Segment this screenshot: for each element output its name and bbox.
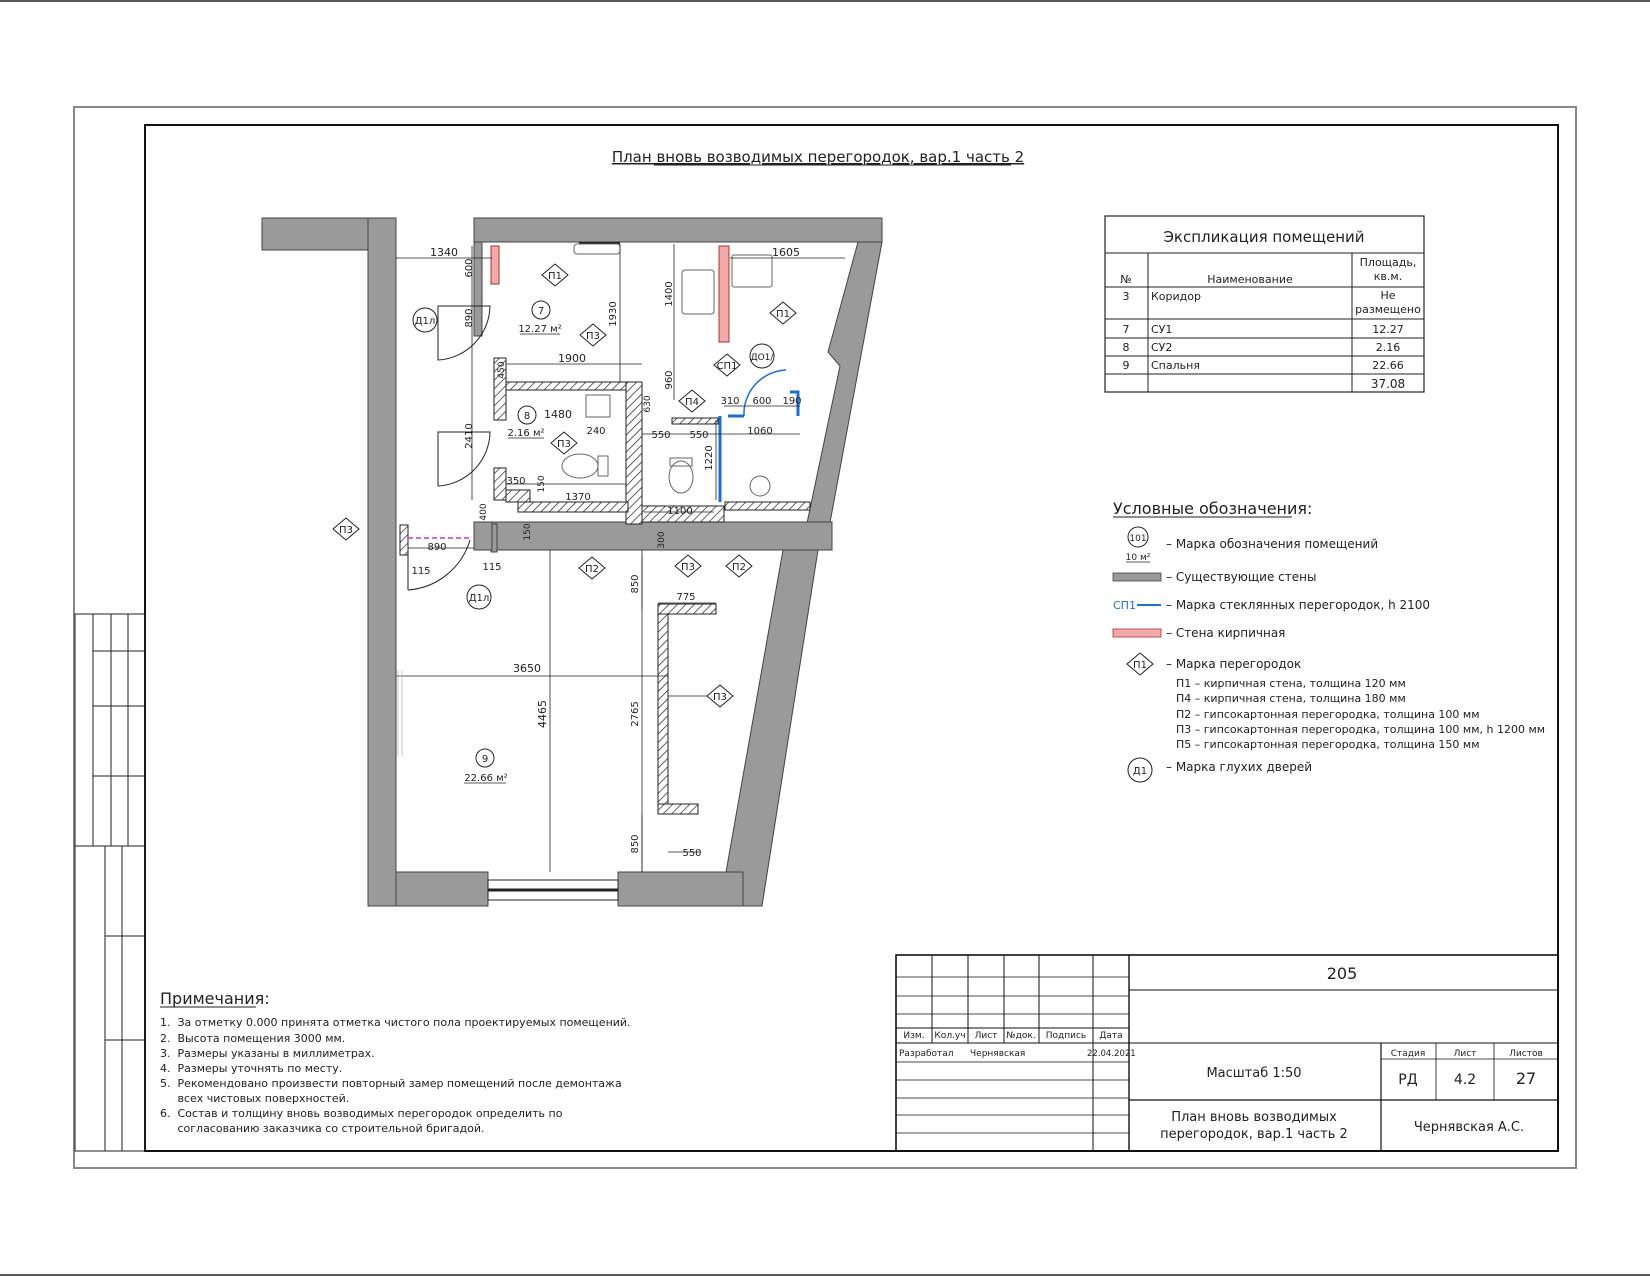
svg-text:П2: П2: [585, 564, 599, 575]
legend-type: П4 – кирпичная стена, толщина 180 мм: [1176, 692, 1406, 705]
dim: 1930: [608, 301, 619, 327]
sheet-value: 4.2: [1453, 1072, 1477, 1088]
room-mark: [518, 301, 561, 335]
svg-text:Лист: Лист: [1453, 1049, 1477, 1059]
dim: 150: [537, 475, 547, 493]
dim: 850: [630, 574, 641, 594]
svg-text:8: 8: [523, 411, 531, 422]
table-cell: Спальня: [1151, 359, 1200, 372]
legend-type: П3 – гипсокартонная перегородка, толщина 100 мм, h 1200 мм: [1176, 723, 1546, 736]
table-cell: Не размещено: [1355, 289, 1421, 316]
table-cell: 3: [1122, 290, 1130, 303]
door-mark: [413, 308, 437, 332]
svg-text:Стадия: Стадия: [1390, 1049, 1426, 1059]
note-line: согласованию заказчика со строительной бригадой.: [160, 1122, 485, 1135]
svg-text:2.16 м²: 2.16 м²: [507, 428, 545, 439]
dim: 1400: [664, 281, 675, 307]
author: Чернявская А.С.: [1413, 1120, 1525, 1135]
svg-text:П3: П3: [586, 331, 600, 342]
dim: 775: [676, 592, 696, 603]
table-cell: СУ1: [1151, 323, 1173, 336]
svg-text:22.66 м²: 22.66 м²: [464, 773, 508, 784]
explication-table: [1105, 216, 1424, 392]
door-mark: [467, 585, 491, 609]
dim: 300: [657, 531, 667, 549]
dim: 400: [479, 503, 489, 521]
dim: 450: [497, 361, 507, 379]
explication-total: 37.08: [1370, 377, 1406, 391]
table-cell: Коридор: [1151, 290, 1201, 303]
floor-plan: [262, 218, 882, 906]
table-cell: 22.66: [1372, 359, 1404, 372]
svg-text:П3: П3: [681, 562, 695, 573]
dim: 890: [427, 542, 447, 553]
svg-text:СП1: СП1: [716, 361, 738, 372]
table-row: [1123, 359, 1404, 372]
note-line: 3. Размеры указаны в миллиметрах.: [160, 1047, 375, 1060]
dim: 2410: [464, 423, 475, 449]
scale: Масштаб 1:50: [1206, 1066, 1302, 1081]
col-num: №: [1120, 273, 1132, 286]
partition-mark: [707, 685, 733, 707]
svg-text:П4: П4: [685, 397, 699, 408]
legend-type: П1 – кирпичная стена, толщина 120 мм: [1176, 677, 1406, 690]
svg-text:Листов: Листов: [1509, 1049, 1543, 1059]
dim: 1370: [565, 492, 591, 503]
svg-text:П2: П2: [732, 562, 746, 573]
table-cell: СУ2: [1151, 341, 1173, 354]
developer-name: Чернявская: [970, 1049, 1026, 1059]
dim: 600: [752, 396, 772, 407]
dim: 3650: [513, 662, 541, 675]
side-stamp: [75, 614, 145, 1151]
explication-title: Экспликация помещений: [1163, 228, 1365, 246]
dim: 2765: [630, 701, 641, 727]
partition-mark: [579, 557, 605, 579]
drawing-name-2: перегородок, вар.1 часть 2: [1160, 1127, 1348, 1142]
note-line: 4. Размеры уточнять по месту.: [160, 1062, 343, 1075]
legend-title: Условные обозначения:: [1113, 499, 1313, 518]
dim: 150: [523, 523, 533, 541]
col-area: Площадь, кв.м.: [1359, 256, 1417, 283]
table-cell: 2.16: [1375, 341, 1401, 354]
partition-mark: [580, 324, 606, 346]
legend-type: П2 – гипсокартонная перегородка, толщина 100 мм: [1176, 708, 1480, 721]
svg-text:Подпись: Подпись: [1045, 1031, 1087, 1041]
table-cell: 9: [1122, 359, 1130, 372]
legend-type: П5 – гипсокартонная перегородка, толщина 150 мм: [1176, 738, 1480, 751]
room-mark: [464, 749, 508, 784]
note-line: 1. За отметку 0.000 принята отметка чистого пола проектируемых помещений.: [160, 1016, 631, 1029]
legend-glass: – Марка стеклянных перегородок, h 2100: [1166, 598, 1431, 612]
svg-text:Д1: Д1: [1132, 766, 1148, 777]
svg-text:Дата: Дата: [1099, 1031, 1123, 1041]
dim: 1480: [544, 408, 572, 421]
legend-partition: – Марка перегородок: [1166, 657, 1302, 671]
dim: 1060: [747, 426, 773, 437]
svg-text:Кол.уч: Кол.уч: [934, 1031, 966, 1041]
dim: 630: [643, 395, 653, 413]
dim: 1220: [704, 445, 715, 471]
dim: 1340: [430, 246, 458, 259]
door-mark: [750, 344, 774, 368]
table-row: [1123, 288, 1425, 319]
svg-text:Д1л: Д1л: [468, 593, 490, 604]
dim: 550: [689, 430, 709, 441]
legend-room-mark: – Марка обозначения помещений: [1166, 537, 1379, 551]
svg-text:101: 101: [1129, 534, 1147, 544]
table-row: [1123, 341, 1401, 354]
dim: 550: [682, 848, 702, 859]
sheets-value: 27: [1515, 1069, 1537, 1088]
svg-text:П3: П3: [557, 439, 571, 450]
dim: 850: [630, 834, 641, 854]
notes: [160, 989, 631, 1135]
dim: 1900: [558, 352, 586, 365]
note-line: всех чистовых поверхностей.: [160, 1092, 350, 1105]
col-name: Наименование: [1207, 273, 1293, 286]
legend-brick: – Стена кирпичная: [1166, 626, 1286, 640]
dim: 350: [506, 476, 526, 487]
partition-mark: [679, 390, 705, 412]
partition-mark: [726, 555, 752, 577]
svg-text:П1: П1: [1133, 660, 1147, 671]
svg-text:12.27 м²: 12.27 м²: [518, 324, 562, 335]
dim: 550: [651, 430, 671, 441]
stage-value: РД: [1398, 1072, 1418, 1088]
dim: 960: [664, 370, 675, 390]
dim: 1100: [667, 506, 693, 517]
note-line: 2. Высота помещения 3000 мм.: [160, 1032, 346, 1045]
legend-existing: – Существующие стены: [1166, 570, 1317, 584]
dim: 310: [720, 396, 740, 407]
dim: 240: [586, 426, 606, 437]
svg-text:П1: П1: [776, 309, 790, 320]
dim: 115: [482, 562, 502, 573]
partition-mark: [675, 555, 701, 577]
svg-text:Лист: Лист: [974, 1031, 998, 1041]
dim: 890: [464, 308, 475, 328]
svg-text:10 м²: 10 м²: [1125, 553, 1151, 563]
svg-text:9: 9: [481, 754, 489, 765]
project-code: 205: [1326, 964, 1358, 983]
dim: 4465: [536, 700, 549, 728]
developer-date: 22.04.2021: [1087, 1049, 1136, 1059]
existing-walls: [262, 218, 882, 906]
dim: 190: [782, 396, 802, 407]
svg-text:Д1л: Д1л: [414, 316, 436, 327]
dim: 600: [464, 258, 475, 278]
partition-mark: [714, 354, 740, 376]
svg-text:ДО1/: ДО1/: [750, 353, 774, 363]
partition-mark: [333, 518, 359, 540]
room-mark: [508, 406, 545, 439]
table-cell: 12.27: [1372, 323, 1404, 336]
table-cell: 8: [1122, 341, 1130, 354]
svg-text:СП1: СП1: [1113, 599, 1136, 612]
partition-mark: [770, 302, 796, 324]
svg-text:№док.: №док.: [1006, 1031, 1036, 1041]
partition-mark: [551, 432, 577, 454]
sheet-title: План вновь возводимых перегородок, вар.1 часть 2: [611, 148, 1025, 166]
developer-label: Разработал: [899, 1049, 954, 1059]
partition-mark: [542, 264, 568, 286]
svg-text:П1: П1: [548, 271, 562, 282]
dim: 1605: [772, 246, 800, 259]
note-line: 5. Рекомендовано произвести повторный замер помещений после демонтажа: [160, 1077, 622, 1090]
legend-door: – Марка глухих дверей: [1166, 760, 1312, 774]
note-line: 6. Состав и толщину вновь возводимых перегородок определить по: [160, 1107, 563, 1120]
drawing-name-1: План вновь возводимых: [1171, 1110, 1337, 1125]
table-cell: 7: [1122, 323, 1130, 336]
legend: [1113, 499, 1545, 782]
svg-text:П3: П3: [339, 525, 353, 536]
svg-text:7: 7: [537, 306, 545, 317]
svg-text:П3: П3: [713, 692, 727, 703]
notes-title: Примечания:: [160, 989, 270, 1008]
table-row: [1123, 323, 1404, 336]
outer-frame: [74, 107, 1576, 1168]
svg-text:Изм.: Изм.: [903, 1031, 925, 1041]
dim: 115: [411, 566, 431, 577]
